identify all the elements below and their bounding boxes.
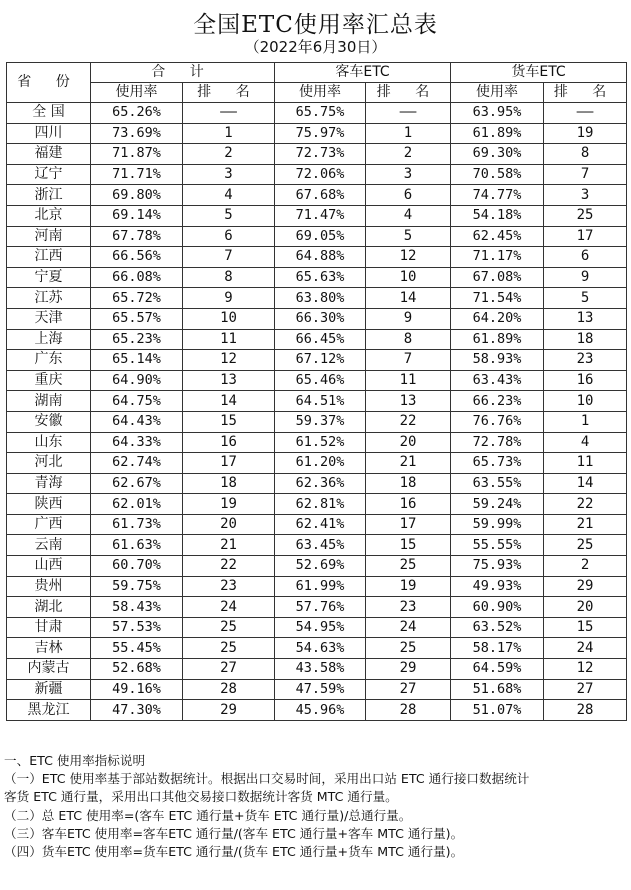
total-rate-cell: 64.90% <box>91 370 183 391</box>
province-cell: 宁夏 <box>7 267 91 288</box>
passenger-rank-cell: 11 <box>366 370 451 391</box>
province-cell: 江苏 <box>7 288 91 309</box>
table-row <box>7 267 627 288</box>
freight-rate-cell: 74.77% <box>451 185 544 206</box>
table-row <box>7 164 627 185</box>
passenger-rank-cell: 8 <box>366 329 451 350</box>
passenger-rate-cell: 72.06% <box>275 164 366 185</box>
freight-rate-header: 使用率 <box>451 83 544 103</box>
freight-rank-cell: 11 <box>544 453 627 474</box>
freight-group-header: 货车ETC <box>451 63 627 83</box>
freight-rate-cell: 59.99% <box>451 514 544 535</box>
table-row <box>7 432 627 453</box>
freight-rank-header: 排 名 <box>544 83 627 103</box>
freight-rank-cell: 15 <box>544 617 627 638</box>
freight-rate-cell: 61.89% <box>451 329 544 350</box>
freight-rank-cell: 12 <box>544 659 627 680</box>
freight-rank-cell: 25 <box>544 535 627 556</box>
total-rank-cell: 27 <box>183 659 275 680</box>
freight-rate-cell: 51.07% <box>451 700 544 721</box>
passenger-rank-cell: 18 <box>366 473 451 494</box>
total-rank-cell: 19 <box>183 494 275 515</box>
province-cell: 陕西 <box>7 494 91 515</box>
total-rank-cell: 17 <box>183 453 275 474</box>
total-rank-cell: 25 <box>183 638 275 659</box>
table-row <box>7 329 627 350</box>
total-rate-cell: 67.78% <box>91 226 183 247</box>
passenger-rank-cell: 1 <box>366 123 451 144</box>
total-rank-cell: 10 <box>183 308 275 329</box>
passenger-rank-cell: 25 <box>366 556 451 577</box>
total-rank-cell: 5 <box>183 205 275 226</box>
total-rank-cell: 12 <box>183 350 275 371</box>
freight-rate-cell: 76.76% <box>451 411 544 432</box>
total-rate-cell: 69.14% <box>91 205 183 226</box>
total-rank-cell: 29 <box>183 700 275 721</box>
note-line: （三）客车ETC 使用率=客车ETC 通行量/(客车 ETC 通行量+客车 MTC 通行量)。 <box>4 825 464 841</box>
page-title: 全国ETC使用率汇总表 <box>193 12 438 38</box>
freight-rate-cell: 64.59% <box>451 659 544 680</box>
freight-rate-cell: 58.93% <box>451 350 544 371</box>
province-cell: 青海 <box>7 473 91 494</box>
province-cell: 天津 <box>7 308 91 329</box>
table-row <box>7 391 627 412</box>
total-rank-cell: 21 <box>183 535 275 556</box>
note-line: （四）货车ETC 使用率=货车ETC 通行量/(货车 ETC 通行量+货车 MTC 通行量)。 <box>4 844 464 860</box>
table-row <box>7 535 627 556</box>
total-rate-cell: 66.56% <box>91 247 183 268</box>
total-rate-cell: 49.16% <box>91 679 183 700</box>
passenger-rate-cell: 63.45% <box>275 535 366 556</box>
passenger-rank-cell: 27 <box>366 679 451 700</box>
province-cell: 福建 <box>7 144 91 165</box>
passenger-rank-cell: 16 <box>366 494 451 515</box>
passenger-rate-cell: 67.12% <box>275 350 366 371</box>
freight-rate-cell: 70.58% <box>451 164 544 185</box>
passenger-rank-cell: 3 <box>366 164 451 185</box>
total-rank-cell: —— <box>183 103 275 124</box>
total-rank-cell: 25 <box>183 617 275 638</box>
passenger-rank-cell: 13 <box>366 391 451 412</box>
total-rate-cell: 61.73% <box>91 514 183 535</box>
freight-rate-cell: 62.45% <box>451 226 544 247</box>
freight-rank-cell: 18 <box>544 329 627 350</box>
province-cell: 甘肃 <box>7 617 91 638</box>
freight-rate-cell: 51.68% <box>451 679 544 700</box>
passenger-rank-cell: 25 <box>366 638 451 659</box>
total-rate-cell: 61.63% <box>91 535 183 556</box>
freight-rank-cell: 8 <box>544 144 627 165</box>
total-rank-header: 排 名 <box>183 83 275 103</box>
table-row <box>7 494 627 515</box>
freight-rank-cell: —— <box>544 103 627 124</box>
freight-rank-cell: 10 <box>544 391 627 412</box>
freight-rank-cell: 2 <box>544 556 627 577</box>
passenger-rank-cell: 14 <box>366 288 451 309</box>
province-cell: 上海 <box>7 329 91 350</box>
province-cell: 云南 <box>7 535 91 556</box>
province-cell: 河北 <box>7 453 91 474</box>
passenger-rank-cell: 7 <box>366 350 451 371</box>
passenger-rate-cell: 57.76% <box>275 597 366 618</box>
etc-table <box>6 62 627 721</box>
total-rate-cell: 71.71% <box>91 164 183 185</box>
province-cell: 广西 <box>7 514 91 535</box>
total-rank-cell: 20 <box>183 514 275 535</box>
freight-rate-cell: 55.55% <box>451 535 544 556</box>
total-rate-cell: 65.72% <box>91 288 183 309</box>
total-rank-cell: 9 <box>183 288 275 309</box>
total-rank-cell: 24 <box>183 597 275 618</box>
table-row <box>7 556 627 577</box>
province-cell: 辽宁 <box>7 164 91 185</box>
freight-rate-cell: 60.90% <box>451 597 544 618</box>
total-rank-cell: 3 <box>183 164 275 185</box>
table-body <box>7 103 627 721</box>
freight-rate-cell: 65.73% <box>451 453 544 474</box>
total-rate-cell: 66.08% <box>91 267 183 288</box>
total-rate-cell: 65.14% <box>91 350 183 371</box>
passenger-rank-cell: 15 <box>366 535 451 556</box>
total-rank-cell: 23 <box>183 576 275 597</box>
province-cell: 湖南 <box>7 391 91 412</box>
header-row-columns <box>7 83 627 103</box>
province-cell: 新疆 <box>7 679 91 700</box>
total-rate-cell: 64.43% <box>91 411 183 432</box>
notes-section <box>4 752 628 861</box>
freight-rank-cell: 4 <box>544 432 627 453</box>
total-rank-cell: 28 <box>183 679 275 700</box>
passenger-rate-cell: 54.95% <box>275 617 366 638</box>
page-subtitle: （2022年6月30日） <box>244 38 387 56</box>
total-rate-cell: 65.26% <box>91 103 183 124</box>
note-line: （一）ETC 使用率基于部站数据统计。根据出口交易时间，采用出口站 ETC 通行接口数据统计 <box>4 771 530 787</box>
table-row <box>7 638 627 659</box>
total-rank-cell: 11 <box>183 329 275 350</box>
table-row <box>7 700 627 721</box>
freight-rank-cell: 25 <box>544 205 627 226</box>
note-line: 客货 ETC 通行量，采用出口其他交易接口数据统计客货 MTC 通行量。 <box>4 789 398 805</box>
passenger-rate-cell: 65.63% <box>275 267 366 288</box>
passenger-rate-cell: 63.80% <box>275 288 366 309</box>
table-row <box>7 597 627 618</box>
total-rate-cell: 62.67% <box>91 473 183 494</box>
freight-rate-cell: 61.89% <box>451 123 544 144</box>
province-cell: 贵州 <box>7 576 91 597</box>
passenger-rate-cell: 43.58% <box>275 659 366 680</box>
passenger-rank-cell: 5 <box>366 226 451 247</box>
total-rate-cell: 65.57% <box>91 308 183 329</box>
passenger-rank-cell: —— <box>366 103 451 124</box>
passenger-rank-cell: 4 <box>366 205 451 226</box>
freight-rate-cell: 64.20% <box>451 308 544 329</box>
freight-rank-cell: 22 <box>544 494 627 515</box>
province-cell: 吉林 <box>7 638 91 659</box>
total-rate-cell: 71.87% <box>91 144 183 165</box>
passenger-rank-header: 排 名 <box>366 83 451 103</box>
freight-rate-cell: 71.17% <box>451 247 544 268</box>
freight-rate-cell: 71.54% <box>451 288 544 309</box>
freight-rank-cell: 1 <box>544 411 627 432</box>
province-cell: 广东 <box>7 350 91 371</box>
total-rate-cell: 60.70% <box>91 556 183 577</box>
total-rate-cell: 52.68% <box>91 659 183 680</box>
passenger-rate-cell: 59.37% <box>275 411 366 432</box>
province-header: 省 份 <box>7 63 91 103</box>
passenger-rate-cell: 47.59% <box>275 679 366 700</box>
passenger-rank-cell: 17 <box>366 514 451 535</box>
passenger-rate-cell: 61.99% <box>275 576 366 597</box>
province-cell: 内蒙古 <box>7 659 91 680</box>
passenger-rate-cell: 67.68% <box>275 185 366 206</box>
total-rate-cell: 58.43% <box>91 597 183 618</box>
table-row <box>7 123 627 144</box>
table-row <box>7 350 627 371</box>
total-rank-cell: 13 <box>183 370 275 391</box>
passenger-rate-cell: 61.20% <box>275 453 366 474</box>
freight-rate-cell: 49.93% <box>451 576 544 597</box>
passenger-rate-cell: 62.41% <box>275 514 366 535</box>
passenger-rank-cell: 21 <box>366 453 451 474</box>
total-rank-cell: 16 <box>183 432 275 453</box>
total-rank-cell: 7 <box>183 247 275 268</box>
table-row <box>7 144 627 165</box>
table-row <box>7 473 627 494</box>
province-cell: 重庆 <box>7 370 91 391</box>
passenger-rate-cell: 69.05% <box>275 226 366 247</box>
passenger-rank-cell: 6 <box>366 185 451 206</box>
freight-rank-cell: 21 <box>544 514 627 535</box>
freight-rate-cell: 72.78% <box>451 432 544 453</box>
passenger-rate-cell: 45.96% <box>275 700 366 721</box>
passenger-rate-cell: 54.63% <box>275 638 366 659</box>
table-row <box>7 308 627 329</box>
freight-rate-cell: 69.30% <box>451 144 544 165</box>
passenger-rate-cell: 62.36% <box>275 473 366 494</box>
passenger-rank-cell: 10 <box>366 267 451 288</box>
table-row <box>7 288 627 309</box>
passenger-rate-cell: 65.46% <box>275 370 366 391</box>
freight-rate-cell: 63.55% <box>451 473 544 494</box>
total-rate-cell: 55.45% <box>91 638 183 659</box>
table-row <box>7 247 627 268</box>
passenger-rank-cell: 9 <box>366 308 451 329</box>
table-row <box>7 617 627 638</box>
freight-rate-cell: 59.24% <box>451 494 544 515</box>
freight-rank-cell: 20 <box>544 597 627 618</box>
total-group-header: 合 计 <box>91 63 275 83</box>
freight-rank-cell: 6 <box>544 247 627 268</box>
passenger-rank-cell: 28 <box>366 700 451 721</box>
total-rank-cell: 15 <box>183 411 275 432</box>
passenger-rank-cell: 29 <box>366 659 451 680</box>
freight-rate-cell: 63.43% <box>451 370 544 391</box>
notes-heading: 一、ETC 使用率指标说明 <box>4 753 146 768</box>
freight-rank-cell: 16 <box>544 370 627 391</box>
passenger-rate-cell: 75.97% <box>275 123 366 144</box>
total-rate-cell: 64.33% <box>91 432 183 453</box>
freight-rank-cell: 5 <box>544 288 627 309</box>
passenger-rank-cell: 22 <box>366 411 451 432</box>
note-line: （二）总 ETC 使用率=(客车 ETC 通行量+货车 ETC 通行量)/总通行量。 <box>4 807 412 823</box>
total-rate-cell: 69.80% <box>91 185 183 206</box>
total-rate-cell: 47.30% <box>91 700 183 721</box>
total-rank-cell: 22 <box>183 556 275 577</box>
province-cell: 北京 <box>7 205 91 226</box>
total-rank-cell: 14 <box>183 391 275 412</box>
freight-rate-cell: 54.18% <box>451 205 544 226</box>
freight-rate-cell: 58.17% <box>451 638 544 659</box>
passenger-rate-cell: 66.45% <box>275 329 366 350</box>
province-cell: 安徽 <box>7 411 91 432</box>
total-rate-cell: 65.23% <box>91 329 183 350</box>
province-cell: 河南 <box>7 226 91 247</box>
passenger-rank-cell: 19 <box>366 576 451 597</box>
freight-rank-cell: 24 <box>544 638 627 659</box>
national-total-row <box>7 103 627 124</box>
passenger-rank-cell: 2 <box>366 144 451 165</box>
province-cell: 山西 <box>7 556 91 577</box>
total-rate-cell: 62.74% <box>91 453 183 474</box>
freight-rank-cell: 23 <box>544 350 627 371</box>
passenger-rank-cell: 12 <box>366 247 451 268</box>
province-cell: 山东 <box>7 432 91 453</box>
table-row <box>7 576 627 597</box>
table-row <box>7 205 627 226</box>
passenger-rate-cell: 62.81% <box>275 494 366 515</box>
freight-rank-cell: 28 <box>544 700 627 721</box>
province-cell: 江西 <box>7 247 91 268</box>
freight-rank-cell: 13 <box>544 308 627 329</box>
province-cell: 全 国 <box>7 103 91 124</box>
passenger-rank-cell: 20 <box>366 432 451 453</box>
table-row <box>7 370 627 391</box>
total-rate-cell: 57.53% <box>91 617 183 638</box>
freight-rank-cell: 7 <box>544 164 627 185</box>
table-row <box>7 514 627 535</box>
province-cell: 湖北 <box>7 597 91 618</box>
freight-rank-cell: 17 <box>544 226 627 247</box>
freight-rank-cell: 14 <box>544 473 627 494</box>
freight-rate-cell: 63.52% <box>451 617 544 638</box>
passenger-rate-cell: 61.52% <box>275 432 366 453</box>
freight-rank-cell: 3 <box>544 185 627 206</box>
header-row-groups <box>7 63 627 83</box>
passenger-rate-cell: 64.51% <box>275 391 366 412</box>
total-rank-cell: 18 <box>183 473 275 494</box>
total-rank-cell: 1 <box>183 123 275 144</box>
table-row <box>7 659 627 680</box>
total-rate-cell: 73.69% <box>91 123 183 144</box>
freight-rate-cell: 63.95% <box>451 103 544 124</box>
passenger-rate-cell: 66.30% <box>275 308 366 329</box>
total-rate-cell: 62.01% <box>91 494 183 515</box>
total-rate-cell: 64.75% <box>91 391 183 412</box>
province-cell: 浙江 <box>7 185 91 206</box>
total-rate-cell: 59.75% <box>91 576 183 597</box>
total-rank-cell: 6 <box>183 226 275 247</box>
table-row <box>7 679 627 700</box>
total-rank-cell: 8 <box>183 267 275 288</box>
passenger-rate-cell: 71.47% <box>275 205 366 226</box>
passenger-rate-cell: 64.88% <box>275 247 366 268</box>
passenger-rate-cell: 65.75% <box>275 103 366 124</box>
freight-rank-cell: 27 <box>544 679 627 700</box>
passenger-rank-cell: 23 <box>366 597 451 618</box>
freight-rate-cell: 75.93% <box>451 556 544 577</box>
passenger-rate-header: 使用率 <box>275 83 366 103</box>
freight-rate-cell: 67.08% <box>451 267 544 288</box>
table-row <box>7 226 627 247</box>
freight-rank-cell: 19 <box>544 123 627 144</box>
table-row <box>7 185 627 206</box>
freight-rate-cell: 66.23% <box>451 391 544 412</box>
total-rate-header: 使用率 <box>91 83 183 103</box>
province-cell: 黑龙江 <box>7 700 91 721</box>
province-cell: 四川 <box>7 123 91 144</box>
total-rank-cell: 2 <box>183 144 275 165</box>
passenger-rate-cell: 52.69% <box>275 556 366 577</box>
passenger-group-header: 客车ETC <box>275 63 451 83</box>
table-row <box>7 453 627 474</box>
freight-rank-cell: 9 <box>544 267 627 288</box>
table-row <box>7 411 627 432</box>
freight-rank-cell: 29 <box>544 576 627 597</box>
total-rank-cell: 4 <box>183 185 275 206</box>
passenger-rank-cell: 24 <box>366 617 451 638</box>
passenger-rate-cell: 72.73% <box>275 144 366 165</box>
